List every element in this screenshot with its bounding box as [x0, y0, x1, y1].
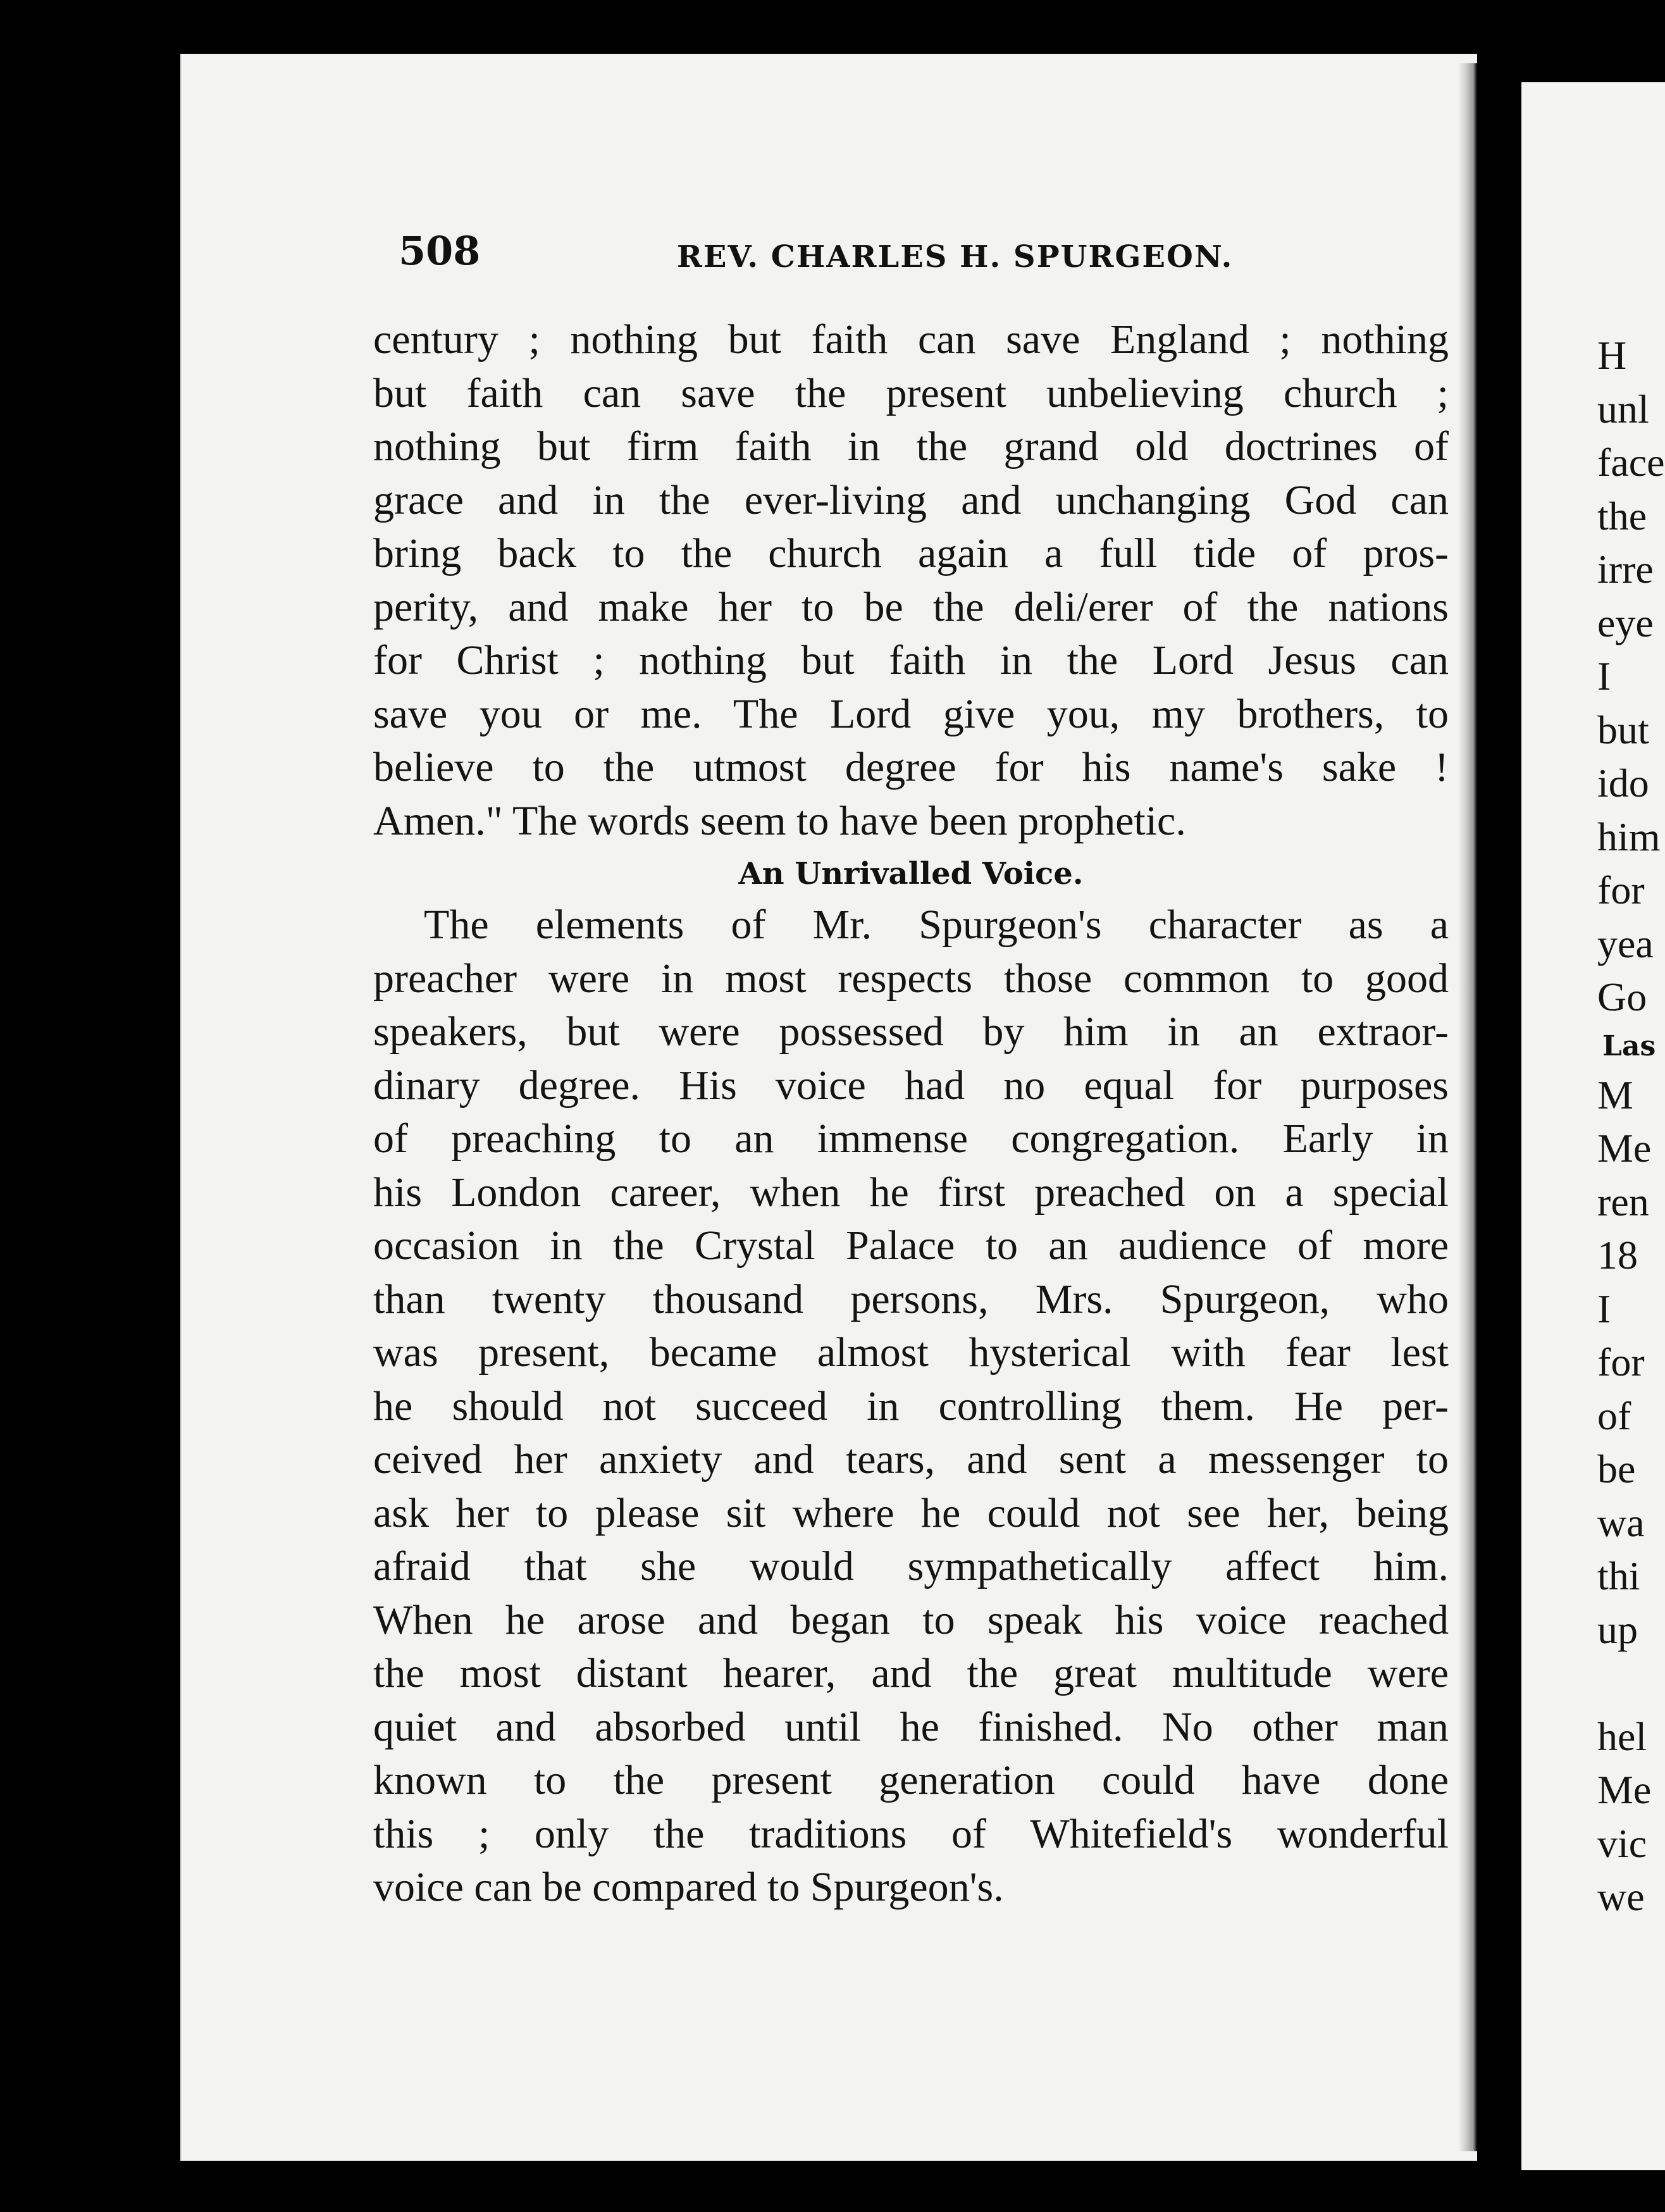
text-line: preacher were in most respects those common to good: [373, 955, 1449, 1002]
text-line: speakers, but were possessed by him in an extraor-: [373, 1009, 1449, 1055]
facing-fragment: I: [1597, 1286, 1611, 1331]
facing-fragment: M: [1597, 1072, 1633, 1117]
facing-fragment: the: [1597, 493, 1647, 538]
body-text: [373, 313, 1449, 1915]
paragraph-2: [373, 898, 1449, 1915]
page-header: [399, 228, 1474, 297]
facing-fragment: face: [1597, 440, 1665, 485]
text-line: quiet and absorbed until he finished. No other man: [373, 1703, 1449, 1750]
facing-fragment: I: [1597, 654, 1611, 699]
facing-fragment: [1521, 1656, 1665, 1710]
facing-fragment: him: [1597, 814, 1661, 859]
text-line: but faith can save the present unbelieving church ;: [373, 370, 1449, 416]
facing-fragment: ido: [1597, 761, 1649, 805]
paragraph-1: [373, 313, 1449, 848]
facing-fragment: Go: [1597, 974, 1647, 1019]
text-line: century ; nothing but faith can save England ; nothing: [373, 316, 1449, 363]
facing-fragment: of: [1597, 1393, 1631, 1438]
text-line: believe to the utmost degree for his name's sake !: [373, 744, 1449, 790]
running-title: REV. CHARLES H. SPURGEON.: [677, 239, 1234, 275]
text-line: When he arose and began to speak his voice reached: [373, 1596, 1449, 1643]
facing-fragment: we: [1597, 1874, 1645, 1919]
text-line: voice can be compared to Spurgeon's.: [373, 1864, 1004, 1910]
page-number: 508: [399, 228, 481, 274]
text-line: was present, became almost hysterical with fear lest: [373, 1329, 1449, 1376]
text-line: The elements of Mr. Spurgeon's character as a: [424, 902, 1449, 948]
facing-fragment: H: [1597, 333, 1627, 378]
facing-fragment: for: [1597, 867, 1645, 912]
section-heading: An Unrivalled Voice.: [738, 856, 1084, 892]
facing-page-text: [1521, 329, 1665, 1924]
facing-fragment: eye: [1597, 600, 1654, 645]
facing-fragment: thi: [1597, 1553, 1640, 1598]
facing-fragment: Me: [1597, 1126, 1652, 1171]
text-line: he should not succeed in controlling them. He per-: [373, 1382, 1449, 1429]
facing-fragment: 18: [1597, 1233, 1638, 1277]
text-line: occasion in the Crystal Palace to an audience of more: [373, 1222, 1449, 1269]
text-line: save you or me. The Lord give you, my brothers, to: [373, 690, 1449, 737]
text-line: than twenty thousand persons, Mrs. Spurgeon, who: [373, 1276, 1449, 1322]
facing-fragment: up: [1597, 1606, 1638, 1652]
facing-fragment: unl: [1597, 386, 1649, 432]
text-line: ask her to please sit where he could not see her, being: [373, 1489, 1449, 1536]
text-line: ceived her anxiety and tears, and sent a messenger to: [373, 1436, 1449, 1482]
text-line: bring back to the church again a full tide of pros-: [373, 530, 1449, 576]
text-line: known to the present generation could have done: [373, 1757, 1449, 1803]
facing-fragment: but: [1597, 707, 1649, 752]
text-line: the most distant hearer, and the great multitude were: [373, 1650, 1449, 1696]
text-line: afraid that she would sympathetically affect him.: [373, 1543, 1449, 1589]
text-line: perity, and make her to be the deli/erer of the nations: [373, 583, 1449, 630]
facing-fragment: ren: [1597, 1179, 1649, 1224]
text-line: this ; only the traditions of Whitefield's wonderful: [373, 1810, 1449, 1857]
facing-fragment: wa: [1597, 1500, 1645, 1545]
text-line: nothing but firm faith in the grand old doctrines of: [373, 423, 1449, 469]
facing-fragment: for: [1597, 1339, 1645, 1384]
text-line: dinary degree. His voice had no equal for purposes: [373, 1062, 1449, 1109]
facing-fragment: irre: [1597, 547, 1654, 592]
text-line: grace and in the ever-living and unchanging God can: [373, 476, 1449, 523]
facing-fragment: vic: [1597, 1820, 1647, 1866]
facing-fragment: Me: [1597, 1767, 1652, 1812]
text-line: for Christ ; nothing but faith in the Lord Jesus can: [373, 637, 1449, 683]
gutter-shadow: [1458, 63, 1477, 2151]
facing-fragment: yea: [1597, 921, 1654, 966]
text-line: Amen." The words seem to have been prophetic.: [373, 797, 1186, 844]
book-gutter: [1477, 0, 1521, 2212]
facing-fragment: hel: [1597, 1713, 1647, 1759]
text-line: his London career, when he first preached on a special: [373, 1169, 1449, 1215]
facing-subheading-fragment: Las: [1602, 1029, 1656, 1062]
text-line: of preaching to an immense congregation. Early in: [373, 1115, 1449, 1162]
facing-fragment: be: [1597, 1446, 1636, 1491]
